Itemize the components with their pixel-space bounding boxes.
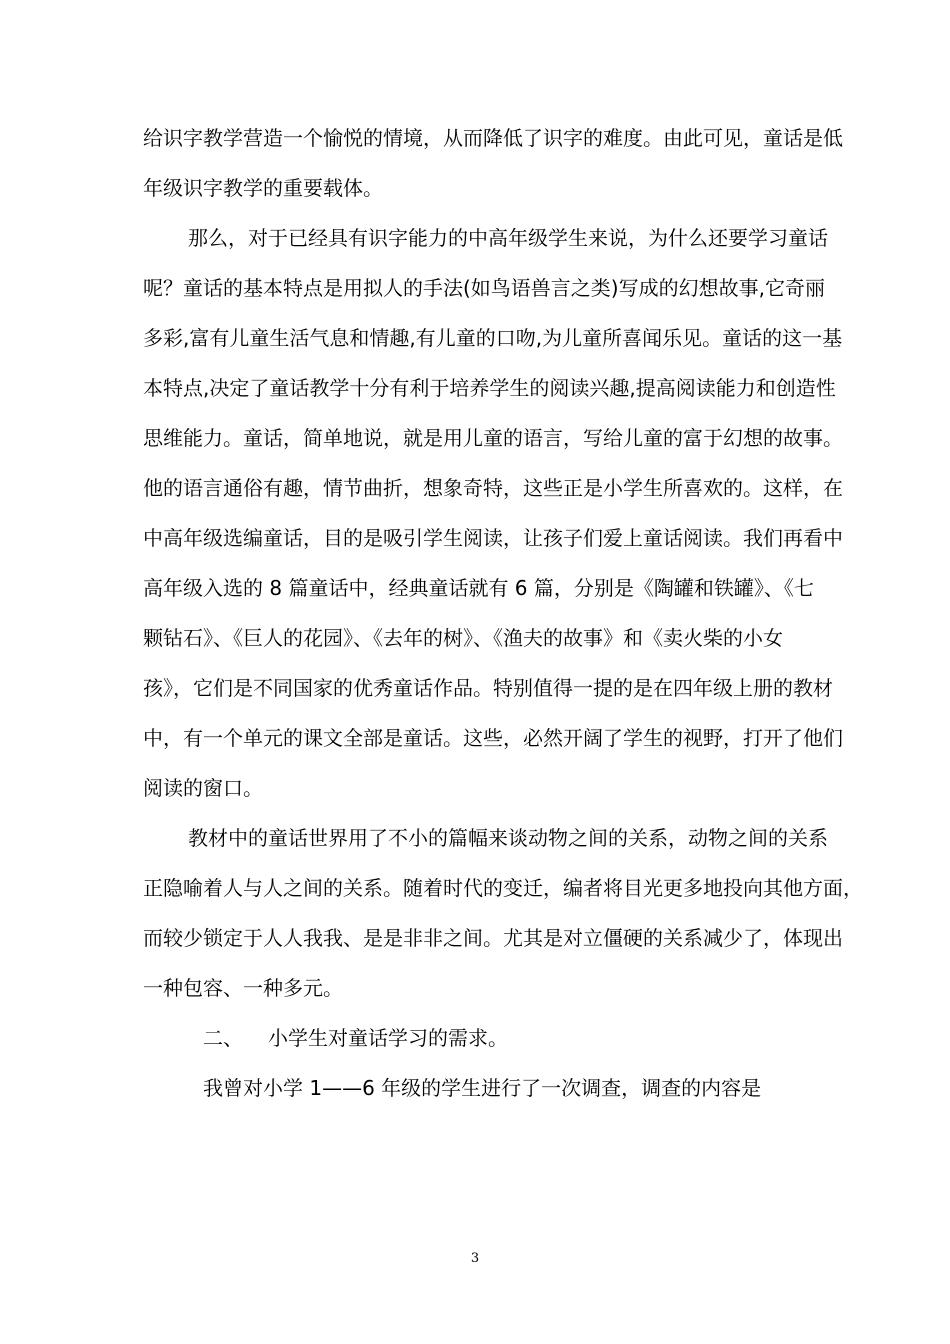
section-title: 小学生对童话学习的需求。	[268, 1026, 508, 1050]
paragraph-2-line-2: 呢？童话的基本特点是用拟人的手法(如鸟语兽言之类)写成的幻想故事,它奇丽	[143, 276, 825, 300]
paragraph-1-line-1: 给识字教学营造一个愉悦的情境，从而降低了识字的难度。由此可见，童话是低	[143, 126, 843, 150]
section-number: 二、	[203, 1026, 243, 1050]
paragraph-4-line-1: 我曾对小学 1——6 年级的学生进行了一次调查，调查的内容是	[203, 1076, 762, 1100]
paragraph-2-line-7: 中高年级选编童话，目的是吸引学生阅读，让孩子们爱上童话阅读。我们再看中	[143, 526, 843, 550]
paragraph-3-line-2: 正隐喻着人与人之间的关系。随着时代的变迁，编者将目光更多地投向其他方面，	[143, 876, 863, 900]
paragraph-2-line-3: 多彩,富有儿童生活气息和情趣,有儿童的口吻,为儿童所喜闻乐见。童话的这一基	[143, 326, 843, 350]
paragraph-3-line-4: 一种包容、一种多元。	[143, 976, 343, 1000]
paragraph-2-line-1: 那么，对于已经具有识字能力的中高年级学生来说，为什么还要学习童话	[188, 226, 828, 250]
paragraph-2-line-8: 高年级入选的 8 篇童话中，经典童话就有 6 篇，分别是《陶罐和铁罐》、《七	[143, 576, 814, 600]
paragraph-3-line-1: 教材中的童话世界用了不小的篇幅来谈动物之间的关系，动物之间的关系	[188, 826, 828, 850]
paragraph-2-line-10: 孩》，它们是不同国家的优秀童话作品。特别值得一提的是在四年级上册的教材	[143, 676, 833, 700]
paragraph-2-line-4: 本特点,决定了童话教学十分有利于培养学生的阅读兴趣,提高阅读能力和创造性	[143, 376, 836, 400]
paragraph-2-line-9: 颗钻石》、《巨人的花园》、《去年的树》、《渔夫的故事》和《卖火柴的小女	[143, 626, 783, 650]
paragraph-2-line-11: 中，有一个单元的课文全部是童话。这些，必然开阔了学生的视野，打开了他们	[143, 726, 843, 750]
paragraph-2-line-5: 思维能力。童话，简单地说，就是用儿童的语言，写给儿童的富于幻想的故事。	[143, 426, 843, 450]
paragraph-2-line-6: 他的语言通俗有趣，情节曲折，想象奇特，这些正是小学生所喜欢的。这样，在	[143, 476, 843, 500]
page-number: 3	[470, 1251, 480, 1266]
paragraph-2-line-12: 阅读的窗口。	[143, 776, 263, 800]
paragraph-1-line-2: 年级识字教学的重要载体。	[143, 176, 383, 200]
paragraph-3-line-3: 而较少锁定于人人我我、是是非非之间。尤其是对立僵硬的关系减少了，体现出	[143, 926, 843, 950]
